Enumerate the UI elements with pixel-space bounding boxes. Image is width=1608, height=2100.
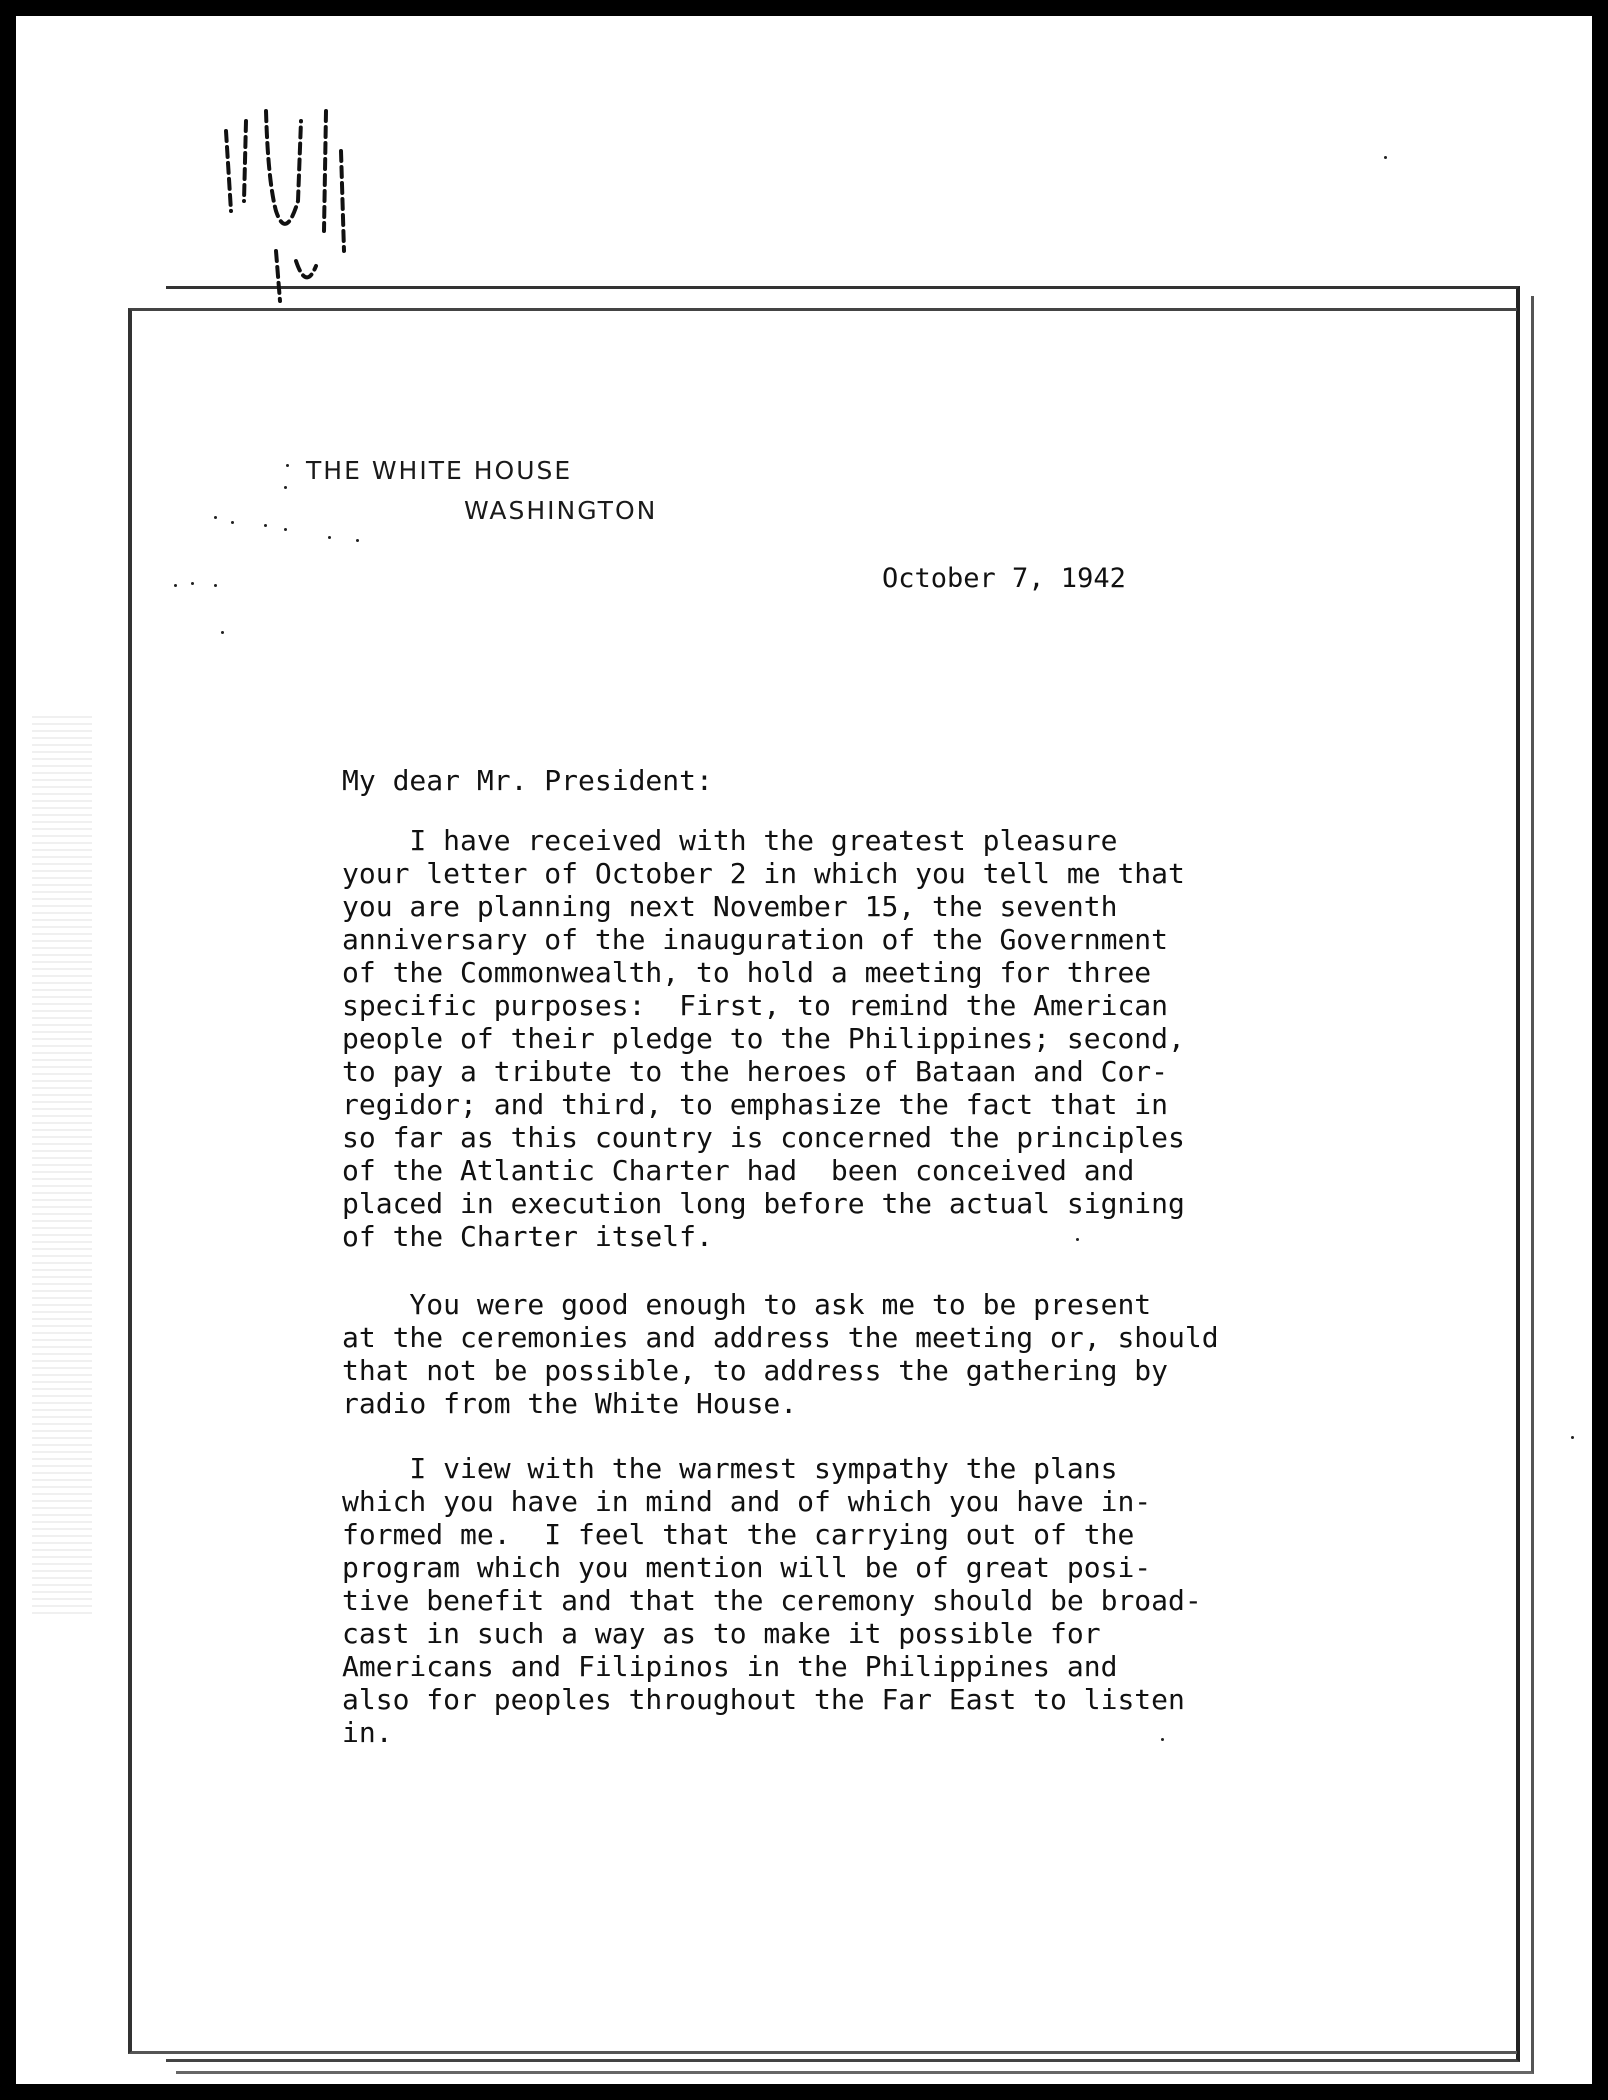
letterhead-city: WASHINGTON	[464, 496, 658, 525]
scan-grain	[32, 716, 92, 1616]
salutation: My dear Mr. President:	[342, 764, 713, 797]
body-paragraph: I view with the warmest sympathy the plans which you have in mind and of which you have in- formed me. I feel that the carrying out of the program which you mention will be of great posi- tive benefit and that the ceremony should be broad- cast in such a way as to make it possible for Americans and Filipinos in the Philippines and also for peoples throughout the Far East to listen in.	[342, 1452, 1202, 1749]
handwritten-mark	[206, 91, 406, 321]
letterhead-title: THE WHITE HOUSE	[306, 456, 573, 485]
body-paragraph: I have received with the greatest pleasure your letter of October 2 in which you tell me that you are planning next November 15, the seventh anniversary of the inauguration of the Government of the Commonwealth, to hold a meeting for three specific purposes: First, to remind the American people of their pledge to the Philippines; second, to pay a tribute to the heroes of Bataan and Cor- regidor; and third, to emphasize the fact that in so far as this country is concerned the principles of the Atlantic Charter had been conceived and placed in execution long before the actual signing of the Charter itself.	[342, 824, 1185, 1253]
letter-date: October 7, 1942	[882, 563, 1126, 594]
body-paragraph: You were good enough to ask me to be present at the ceremonies and address the meeting or, should that not be possible, to address the gathering by radio from the White House.	[342, 1288, 1219, 1420]
